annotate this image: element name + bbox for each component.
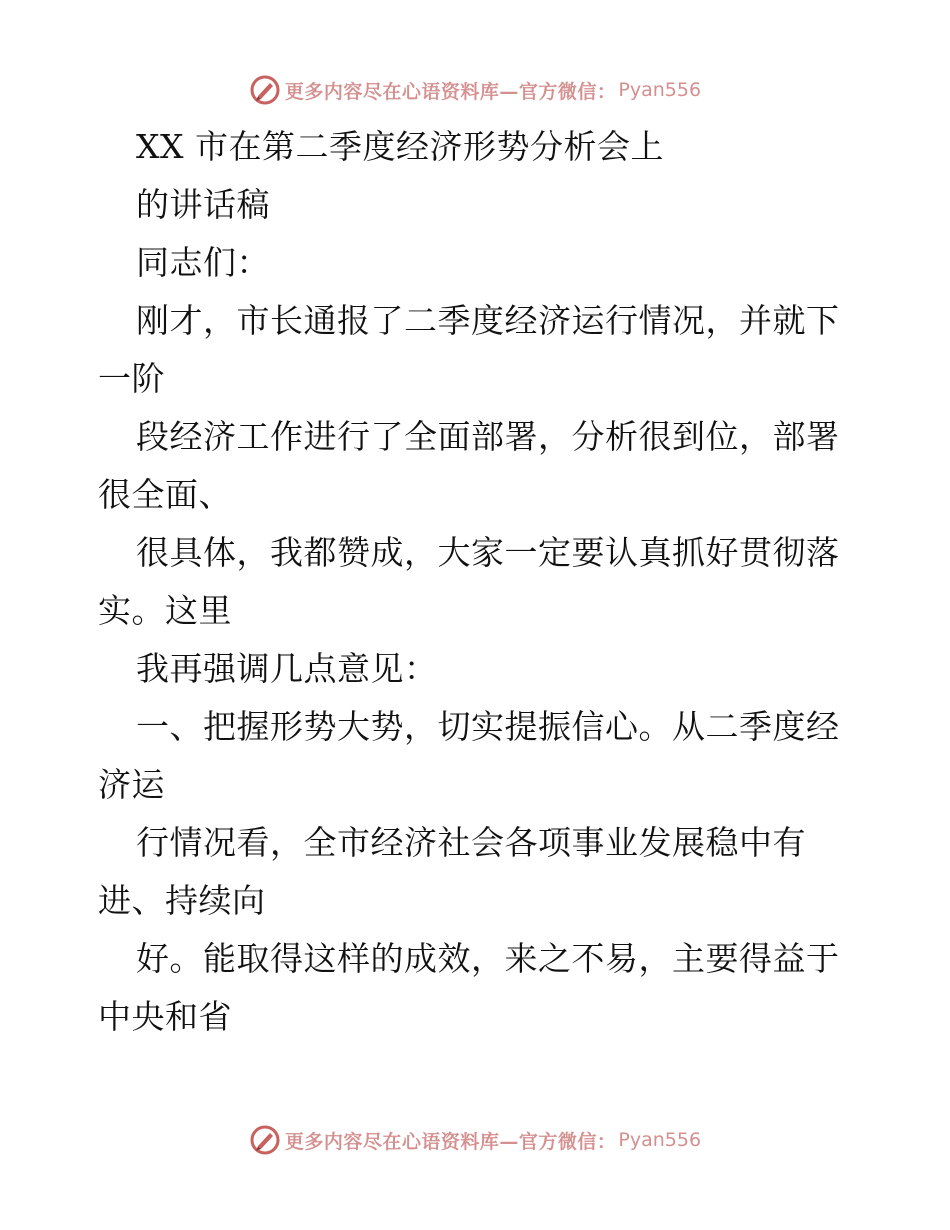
section-heading-line: 一、把握形势大势，切实提振信心。从二季度经 — [136, 707, 840, 746]
paragraph-line: 中央和省 — [98, 997, 232, 1036]
watermark-banner-top — [0, 70, 950, 110]
salutation: 同志们： — [136, 243, 270, 282]
pen-logo-icon — [249, 1124, 281, 1156]
pen-logo-icon — [249, 74, 281, 106]
watermark-text: 更多内容尽在心语资料库—官方微信： — [284, 80, 617, 103]
document-body — [98, 118, 858, 1046]
watermark-text: 更多内容尽在心语资料库—官方微信： — [284, 1130, 617, 1153]
paragraph-line: 我再强调几点意见： — [136, 649, 438, 688]
paragraph-line: 实。这里 — [98, 591, 232, 630]
watermark-wechat-id: Pyan556 — [618, 79, 702, 101]
paragraph-line: 好。能取得这样的成效，来之不易，主要得益于 — [136, 939, 840, 978]
paragraph-line: 段经济工作进行了全面部署，分析很到位，部署 — [136, 417, 840, 456]
title-line-1: XX 市在第二季度经济形势分析会上 — [136, 127, 664, 166]
paragraph-line: 很具体，我都赞成，大家一定要认真抓好贯彻落 — [136, 533, 840, 572]
paragraph-line: 行情况看，全市经济社会各项事业发展稳中有 — [136, 823, 806, 862]
paragraph-line: 刚才，市长通报了二季度经济运行情况，并就下 — [136, 301, 840, 340]
paragraph-line: 进、持续向 — [98, 881, 266, 920]
paragraph-line: 一阶 — [98, 359, 165, 398]
watermark-banner-bottom — [0, 1120, 950, 1160]
watermark-wechat-id: Pyan556 — [618, 1129, 702, 1151]
title-line-2: 的讲话稿 — [136, 185, 270, 224]
paragraph-line: 济运 — [98, 765, 165, 804]
paragraph-line: 很全面、 — [98, 475, 232, 514]
